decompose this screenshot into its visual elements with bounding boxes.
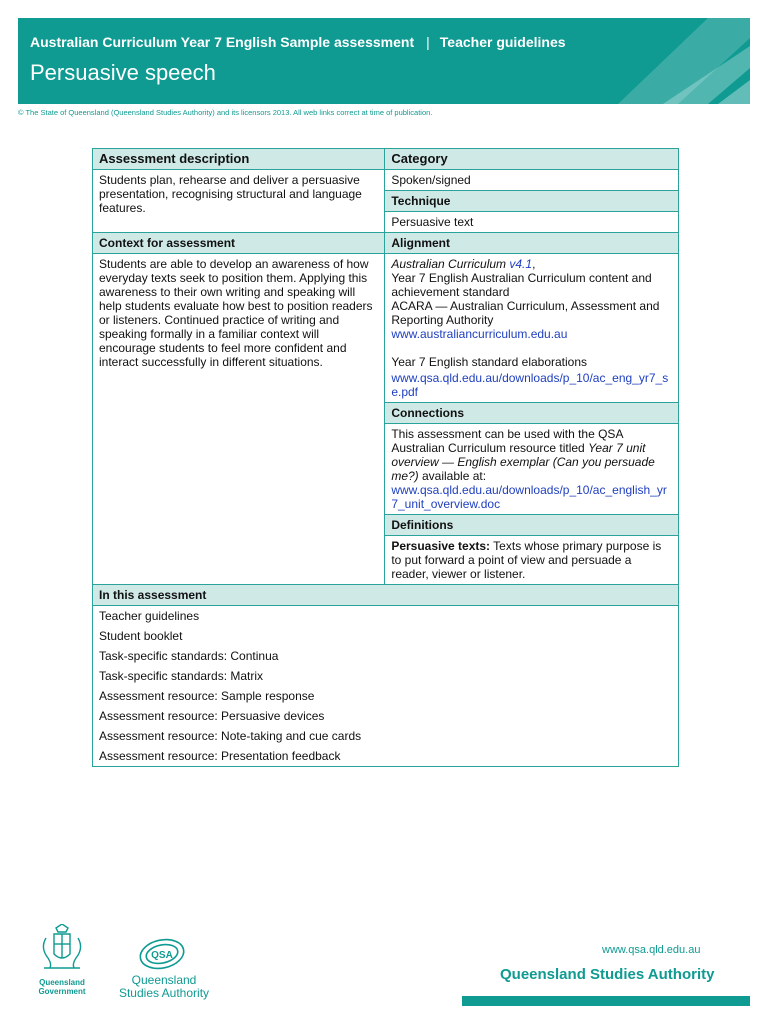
connections-text: This assessment can be used with the QSA Australian Curriculum resource titled — [391, 427, 623, 455]
copyright-notice: © The State of Queensland (Queensland Studies Authority) and its licensors 2013. All web links correct at time of publication. — [18, 108, 433, 117]
assessment-description-text: Students plan, rehearse and deliver a persuasive presentation, recognising structural and language features. — [93, 170, 385, 233]
qsa-wordmark: Queensland Studies Authority — [118, 973, 210, 1000]
qsa-logo-icon — [136, 934, 188, 974]
qsa-badge-text: QSA — [151, 950, 173, 961]
assessment-item: Assessment resource: Presentation feedback — [93, 746, 679, 767]
assessment-item: Task-specific standards: Continua — [93, 646, 679, 666]
category-heading: Category — [385, 149, 679, 170]
alignment-link-se[interactable]: www.qsa.qld.edu.au/downloads/p_10/ac_eng_yr7_se.pdf — [391, 371, 669, 399]
category-value: Spoken/signed — [385, 170, 679, 191]
technique-value: Persuasive text — [385, 212, 679, 233]
alignment-ac-label: Australian Curriculum — [391, 257, 507, 271]
definition-term: Persuasive texts: — [391, 539, 491, 553]
context-heading: Context for assessment — [93, 233, 385, 254]
alignment-ac-line — [391, 257, 672, 271]
assessment-table — [92, 148, 679, 767]
header-banner — [18, 18, 750, 104]
connections-resource-title: Year 7 unit overview — English exemplar (Can you persuade me?) — [391, 441, 655, 483]
alignment-heading: Alignment — [385, 233, 679, 254]
alignment-ac-version-link[interactable]: v4.1 — [509, 257, 533, 271]
assessment-item: Assessment resource: Note-taking and cue cards — [93, 726, 679, 746]
in-this-assessment-heading: In this assessment — [93, 585, 679, 606]
technique-heading: Technique — [385, 191, 679, 212]
connections-heading: Connections — [385, 403, 679, 424]
assessment-item: Teacher guidelines — [93, 606, 679, 627]
footer-org-name: Queensland Studies Authority — [500, 966, 715, 983]
header-subtitle: Australian Curriculum Year 7 English Sample assessment — [30, 34, 415, 50]
context-text: Students are able to develop an awareness of how everyday texts seek to position them. Applying this awareness to their own writing and speaking will help students evaluate how best to position readers or listeners. Continued practice of writing and speaking formally in a familiar context will encourage students to feel more confident and interact successfully in different situations. — [93, 254, 385, 585]
assessment-item: Task-specific standards: Matrix — [93, 666, 679, 686]
header-guide: Teacher guidelines — [439, 34, 566, 50]
alignment-link-ac[interactable]: www.australiancurriculum.edu.au — [391, 327, 568, 341]
alignment-cell — [385, 254, 679, 403]
definition-text: Texts whose primary purpose is to put forward a point of view and persuade a reader, viewer or listener. — [391, 539, 662, 581]
alignment-line3: ACARA — Australian Curriculum, Assessment and Reporting Authority — [391, 299, 660, 327]
definitions-heading: Definitions — [385, 515, 679, 536]
connections-cell — [385, 424, 679, 515]
alignment-line2: Year 7 English Australian Curriculum content and achievement standard — [391, 271, 652, 299]
assessment-description-heading: Assessment description — [93, 149, 385, 170]
queensland-government-wordmark: Queensland Government — [38, 978, 86, 996]
queensland-government-crest-icon — [36, 924, 88, 972]
header-subtitle-line — [30, 34, 566, 50]
footer-bar — [462, 996, 750, 1006]
page-title: Persuasive speech — [30, 60, 216, 85]
definitions-cell — [385, 536, 679, 585]
connections-link[interactable]: www.qsa.qld.edu.au/downloads/p_10/ac_english_yr7_unit_overview.doc — [391, 483, 667, 511]
connections-available: available at: — [418, 469, 487, 483]
assessment-item: Assessment resource: Persuasive devices — [93, 706, 679, 726]
footer-url-link[interactable]: www.qsa.qld.edu.au — [602, 944, 701, 956]
assessment-item: Assessment resource: Sample response — [93, 686, 679, 706]
header-separator: | — [426, 34, 430, 50]
alignment-ac-tail: , — [532, 257, 536, 271]
assessment-item: Student booklet — [93, 626, 679, 646]
alignment-line4: Year 7 English standard elaborations — [391, 355, 588, 369]
